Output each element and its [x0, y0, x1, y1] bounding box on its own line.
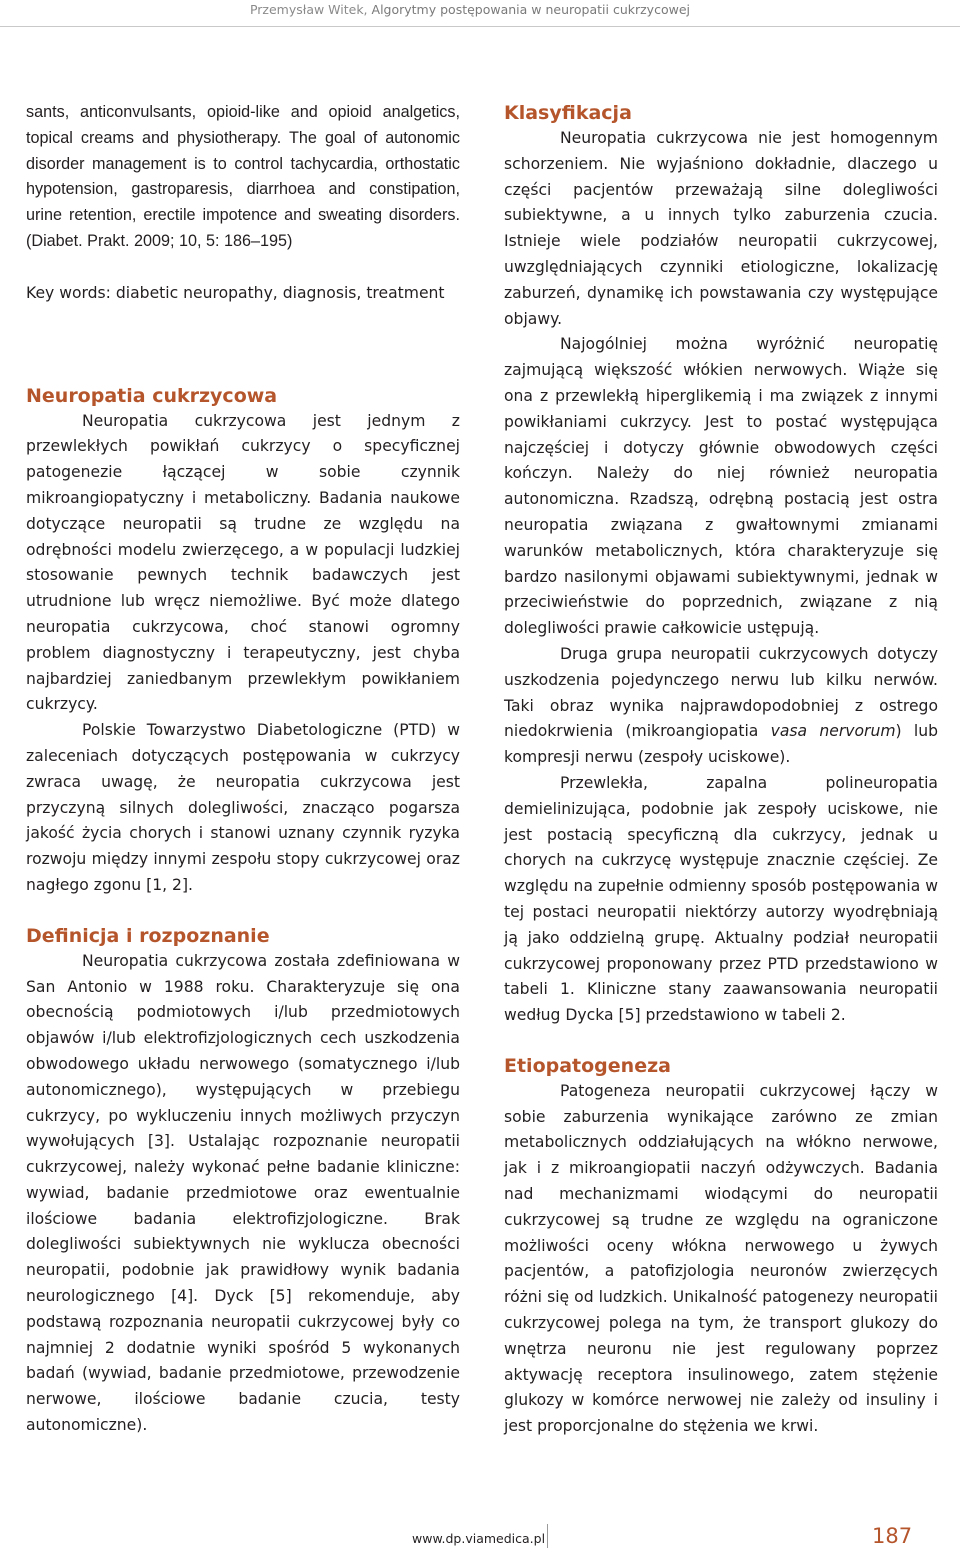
section-heading-klasyfikacja: Klasyfikacja: [504, 102, 632, 124]
running-head-author: Przemysław Witek,: [249, 2, 372, 17]
paragraph: Neuropatia cukrzycowa jest jednym z przewlekłych powikłań cukrzycy o specyficznej patogenezie łączącej w sobie czynnik mikroangiopatyczny i metaboliczny. Badania naukowe dotyczące neuropatii są trudne ze względu na odrębności modelu zwierzęcego, a w populacji ludzkiej stosowanie pewnych technik badawczych jest utrudnione lub wręcz niemożliwe. Być może dlatego neuropatia cukrzycowa, choć stanowi ogromny problem diagnostyczny i terapeutyczny, jest chyba najbardziej zaniedbanym przewlekłym powikłaniem cukrzycy.: [26, 411, 460, 714]
italic-term: vasa nervorum: [770, 722, 896, 741]
keywords: Key words: diabetic neuropathy, diagnosis, treatment: [26, 283, 445, 302]
section-heading-etiopatogeneza: Etiopatogeneza: [504, 1054, 671, 1077]
footer-divider: [547, 1524, 548, 1548]
paragraph: Polskie Towarzystwo Diabetologiczne (PTD) w zaleceniach dotyczących postępowania w cukrzycy zwraca uwagę, że neuropatia cukrzycowa jest przyczyną silnych dolegliwości, znacząco pogarsza jakość życia chorych i stanowi uznany czynnik ryzyka rozwoju między innymi zespołu stopy cukrzycowej oraz nagłego zgonu [1, 2].: [26, 721, 460, 894]
paragraph: Neuropatia cukrzycowa została zdefiniowana w San Antonio w 1988 roku. Charakteryzuje się ona obecnością podmiotowych i/lub przedmiotowych objawów i/lub elektrofizjologicznych cech uszkodzenia obwodowego układu nerwowego (somatycznego i/lub autonomicznego), występujących w przebiegu cukrzycy, po wykluczeniu innych możliwych przyczyn wywołujących [3]. Ustalając rozpoznanie neuropatii cukrzycowej, należy wykonać pełne badanie kliniczne: wywiad, badanie przedmiotowe oraz ewentualnie ilościowe badania elektrofizjologiczne. Brak dolegliwości subiektywnych nie wyklucza obecności neuropatii, podobnie jak prawidłowy wynik badania neurologicznego [4]. Dyck [5] rekomenduje, aby podstawą rozpoznania neuropatii cukrzycowej były co najmniej 2 dodatnie wyniki spośród 5 wykonanych badań (wywiad, badanie przedmiotowe, przewodzenie nerwowe, ilościowe badanie czucia, testy autonomiczne).: [26, 951, 460, 1435]
page-number: 187: [872, 1524, 913, 1548]
paragraph-text: Druga grupa neuropatii cukrzycowych dotyczy uszkodzenia pojedynczego nerwu lub kilku nerwów. Taki obraz wynika najprawdopodobniej z ostrego niedokrwienia (mikroangiopatia: [504, 644, 938, 741]
journal-url[interactable]: www.dp.viamedica.pl: [412, 1531, 546, 1546]
section-heading-neuropatia: Neuropatia cukrzycowa: [26, 384, 278, 407]
paragraph: Przewlekła, zapalna polineuropatia demielinizująca, podobnie jak zespoły uciskowe, nie jest postacią specyficzną dla cukrzycy, jednak u chorych na cukrzycę występuje znacznie częściej. Ze względu na zupełnie odmienny sposób postępowania w tej postaci neuropatii niektórzy autorzy wyodrębniają ją jako oddzielną grupę. Aktualny podział neuropatii cukrzycowej proponowany przez PTD przedstawiono w tabeli 1. Kliniczne stany zaawansowania neuropatii według Dycka [5] przedstawiono w tabeli 2.: [504, 773, 938, 1025]
paragraph-text: ) lub kompresji nerwu (zespoły uciskowe).: [504, 722, 938, 767]
right-column: [504, 100, 938, 1440]
left-column: [26, 100, 460, 1439]
section-heading-definicja: Definicja i rozpoznanie: [26, 924, 270, 947]
english-abstract: sants, anticonvulsants, opioid-like and opioid analgetics, topical creams and physiotherapy. The goal of autonomic disorder management is to control tachycardia, orthostatic hypotension, gastroparesis, diarrhoea and constipation, urine retention, erectile impotence and sweating disorders. (Diabet. Prakt. 2009; 10, 5: 186–195): [26, 103, 460, 250]
paragraph: [504, 642, 938, 771]
running-head: [250, 2, 690, 17]
paragraph: Neuropatia cukrzycowa nie jest homogennym schorzeniem. Nie wyjaśniono dokładnie, dlaczego u części pacjentów przeważają silne dolegliwości subiektywne, a u innych tylko zaburzenia czucia. Istnieje wiele podziałów neuropatii cukrzycowej, uwzględniających czynniki etiologiczne, lokalizację zaburzeń, dynamikę ich powstawania czy występujące objawy.: [504, 129, 938, 328]
running-head-title: Algorytmy postępowania w neuropatii cukrzycowej: [371, 2, 690, 17]
paragraph: Patogeneza neuropatii cukrzycowej łączy w sobie zaburzenia wynikające zarówno ze zmian metabolicznych oddziałujących na włókno nerwowe, jak i z mikroangiopatii naczyń odżywczych. Badania nad mechanizmami wiodącymi do neuropatii cukrzycowej są trudne ze względu na ograniczone możliwości oceny włókna nerwowego u żywych pacjentów, a patofizjologia neuronów zwierzęcych różni się od ludzkich. Unikalność patogenezy neuropatii cukrzycowej polega na tym, że transport glukozy do wnętrza neuronu nie jest regulowany poprzez aktywację receptora insulinowego, zatem stężenie glukozy w komórce nerwowej nie zależy od insuliny i jest proporcjonalne do stężenia we krwi.: [504, 1081, 938, 1436]
header-divider: [0, 26, 960, 27]
paragraph: Najogólniej można wyróżnić neuropatię zajmującą większość włókien nerwowych. Wiąże się ona z przewlekłą hiperglikemią i ma związek z innymi powikłaniami cukrzycy. Jest to postać występująca najczęściej i dotyczy głównie obwodowych części kończyn. Należy do niej również neuropatia autonomiczna. Rzadszą, odrębną postacią jest ostra neuropatia związana z gwałtownymi zmianami warunków metabolicznych, która charakteryzuje się bardzo nasilonymi objawami subiektywnymi, jednak w przeciwieństwie do poprzednich, związane z nią dolegliwości prawie całkowicie ustępują.: [504, 335, 938, 638]
